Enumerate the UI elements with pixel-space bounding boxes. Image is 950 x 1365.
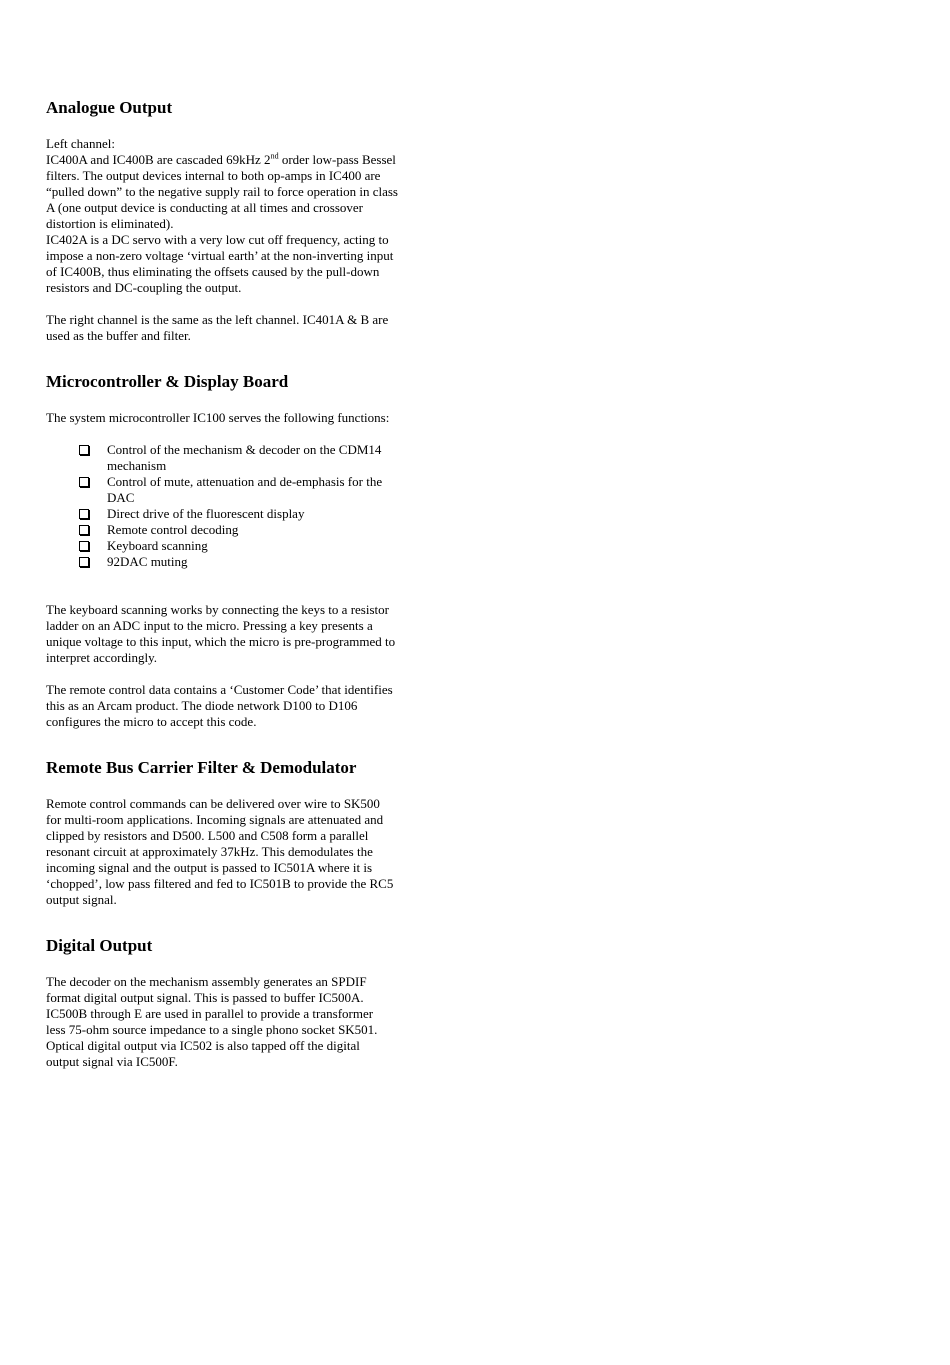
list-item: Keyboard scanning <box>79 538 406 554</box>
paragraph-right-channel: The right channel is the same as the left channel. IC401A & B are used as the buffer and filter. <box>46 312 389 343</box>
heading-remote-bus: Remote Bus Carrier Filter & Demodulator <box>46 758 357 777</box>
list-item: Remote control decoding <box>79 522 406 538</box>
paragraph-digital-output: The decoder on the mechanism assembly generates an SPDIF format digital output signal. This is passed to buffer IC500A. IC500B through E are used in parallel to provide a transformer less 75-ohm source impedance to a single phono socket SK501. Optical digital output via IC502 is also tapped off the digital output signal via IC500F. <box>46 974 378 1069</box>
document-page <box>46 96 406 1070</box>
checkbox-bullet-icon <box>79 445 89 455</box>
list-item: Direct drive of the fluorescent display <box>79 506 406 522</box>
ic400-text-b: order low-pass Bessel filters. The output devices internal to both op-amps in IC400 are “pulled down” to the negative supply rail to force operation in class A (one output device is conducting at all times and crossover distortion is eliminated). <box>46 152 398 231</box>
section-microcontroller <box>46 370 406 730</box>
paragraph-ic400 <box>46 152 406 232</box>
section-digital-output <box>46 934 406 1070</box>
heading-microcontroller: Microcontroller & Display Board <box>46 372 289 391</box>
paragraph-ic402a: IC402A is a DC servo with a very low cut off frequency, acting to impose a non-zero voltage ‘virtual earth’ at the non-inverting input of IC400B, thus eliminating the offsets caused by the pull-down resistors and DC-coupling the output. <box>46 232 394 295</box>
ic400-superscript: nd <box>270 151 279 161</box>
paragraph-micro-intro: The system microcontroller IC100 serves the following functions: <box>46 410 390 425</box>
heading-digital-output: Digital Output <box>46 936 153 955</box>
section-analogue-output <box>46 96 406 344</box>
checkbox-bullet-icon <box>79 541 89 551</box>
heading-analogue-output: Analogue Output <box>46 98 173 117</box>
list-item: Control of the mechanism & decoder on the CDM14 mechanism <box>79 442 406 474</box>
checkbox-bullet-icon <box>79 557 89 567</box>
section-remote-bus <box>46 756 406 908</box>
checkbox-bullet-icon <box>79 525 89 535</box>
paragraph-customer-code: The remote control data contains a ‘Customer Code’ that identifies this as an Arcam product. The diode network D100 to D106 configures the micro to accept this code. <box>46 682 393 729</box>
left-channel-label: Left channel: <box>46 136 115 151</box>
function-list <box>46 442 406 570</box>
list-item: 92DAC muting <box>79 554 406 570</box>
ic400-text-a: IC400A and IC400B are cascaded 69kHz 2 <box>46 152 271 167</box>
list-item: Control of mute, attenuation and de-emphasis for the DAC <box>79 474 406 506</box>
paragraph-remote-bus: Remote control commands can be delivered over wire to SK500 for multi-room applications. Incoming signals are attenuated and clipped by resistors and D500. L500 and C508 form a parallel resonant circuit at approximately 37kHz. This demodulates the incoming signal and the output is passed to IC501A where it is ‘chopped’, low pass filtered and fed to IC501B to provide the RC5 output signal. <box>46 796 394 907</box>
paragraph-keyboard-scanning: The keyboard scanning works by connecting the keys to a resistor ladder on an ADC input to the micro. Pressing a key presents a unique voltage to this input, which the micro is pre-programmed to interpret accordingly. <box>46 602 396 665</box>
checkbox-bullet-icon <box>79 477 89 487</box>
checkbox-bullet-icon <box>79 509 89 519</box>
